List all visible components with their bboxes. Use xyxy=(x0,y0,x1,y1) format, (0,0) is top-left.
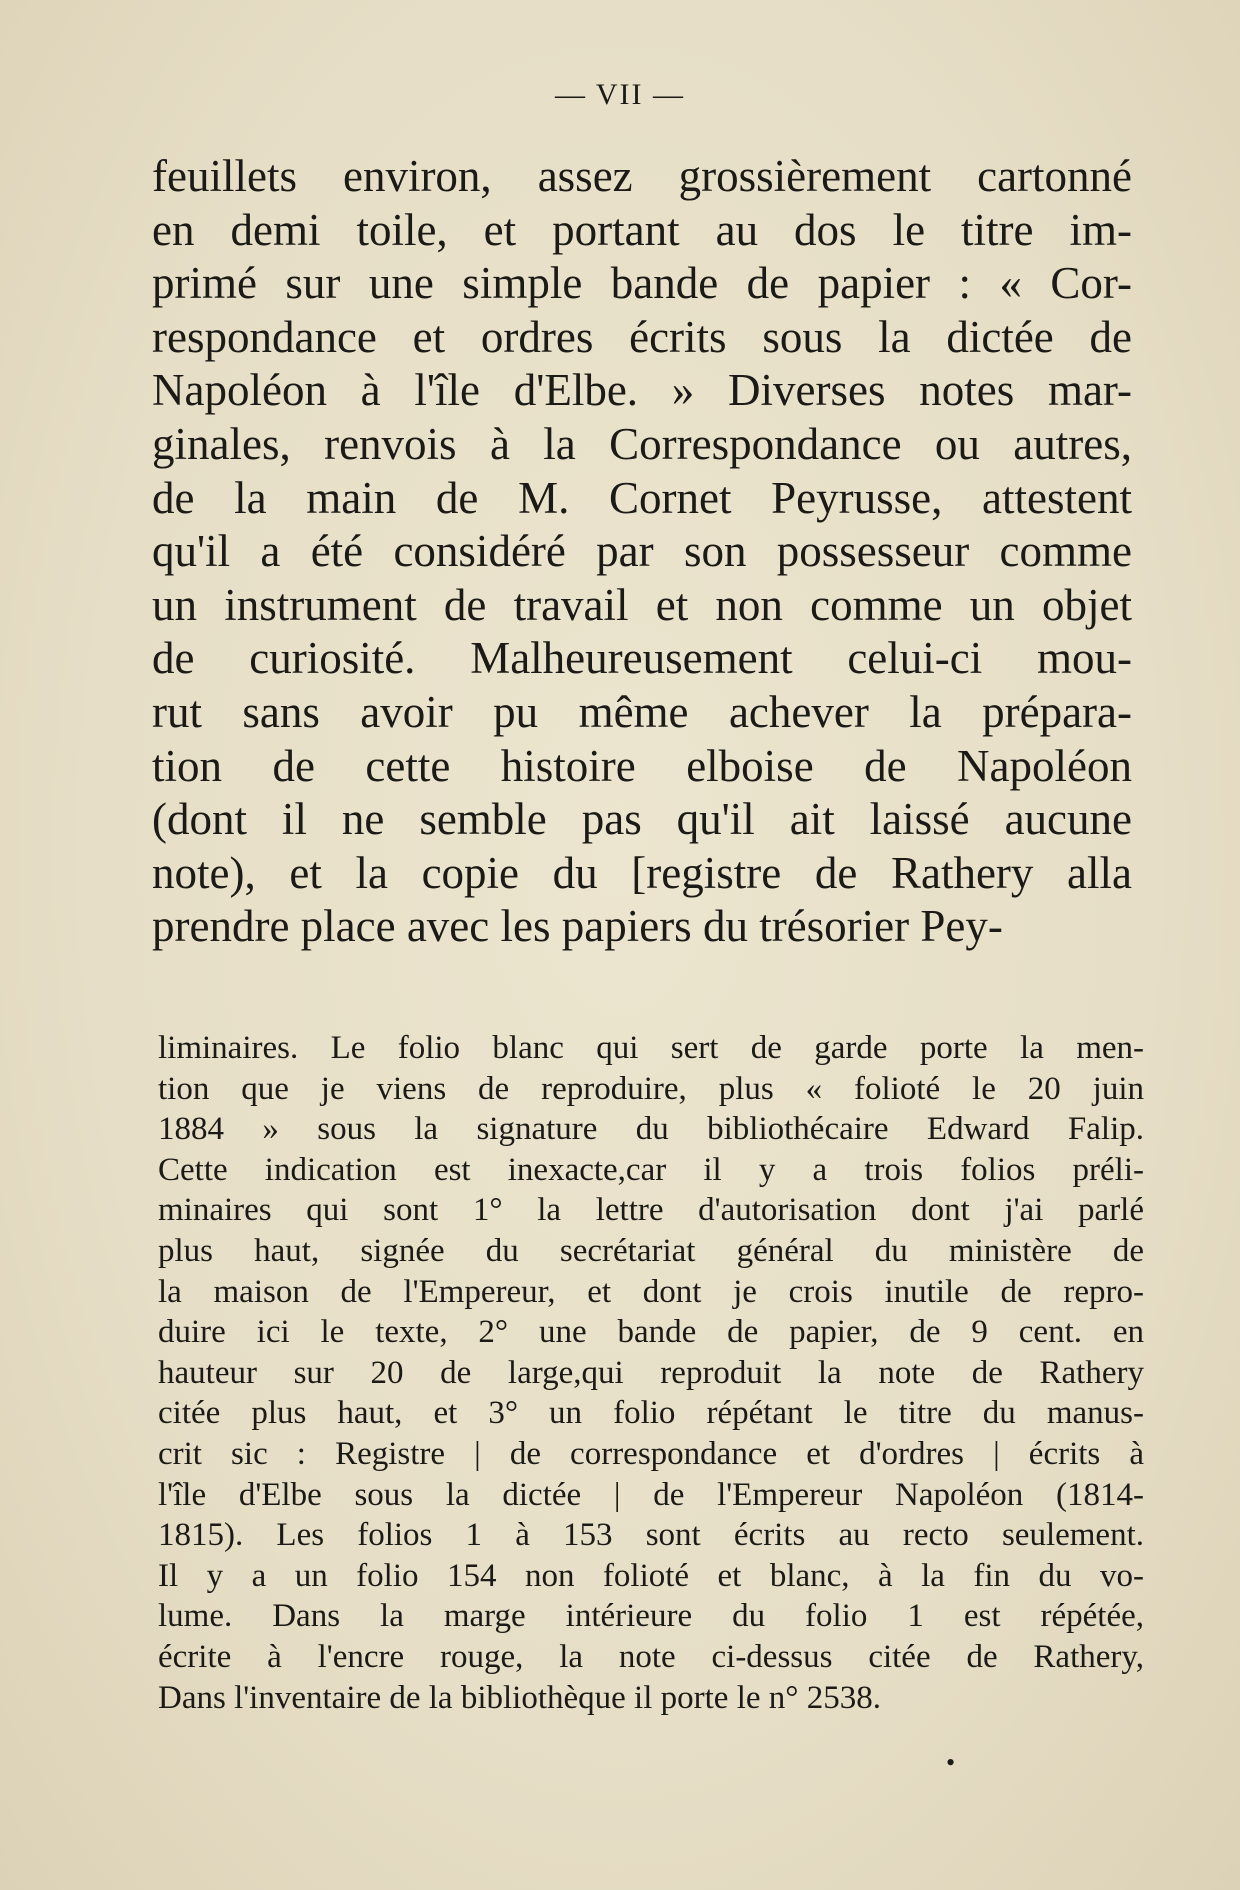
text-line: Napoléon à l'île d'Elbe. » Diverses notes mar- xyxy=(152,365,1132,416)
footnote-line: Cette indication est inexacte,car il y a trois folios préli- xyxy=(158,1151,1144,1188)
footnote-line: crit sic : Registre | de correspondance et d'ordres | écrits à xyxy=(158,1435,1144,1472)
footnote-line: liminaires. Le folio blanc qui sert de garde porte la men- xyxy=(158,1030,1144,1066)
footnote-line: 1884 » sous la signature du bibliothécaire Edward Falip. xyxy=(158,1111,1144,1148)
footnote-line: écrite à l'encre rouge, la note ci-dessus citée de Rathery, xyxy=(158,1638,1144,1675)
footnote-line: citée plus haut, et 3° un folio répétant le titre du manus- xyxy=(158,1395,1144,1432)
text-line: (dont il ne semble pas qu'il ait laissé aucune xyxy=(152,794,1132,845)
text-line: en demi toile, et portant au dos le titre im- xyxy=(152,204,1132,255)
text-line: de la main de M. Cornet Peyrusse, attestent xyxy=(152,472,1132,523)
footer-mark: • xyxy=(946,1748,956,1777)
text-line: note), et la copie du [registre de Rathery alla xyxy=(152,847,1132,898)
footnote-line: tion que je viens de reproduire, plus « folioté le 20 juin xyxy=(158,1070,1144,1107)
text-line: de curiosité. Malheureusement celui-ci mou- xyxy=(152,633,1132,684)
text-line: feuillets environ, assez grossièrement cartonné xyxy=(152,151,1132,201)
text-line: primé sur une simple bande de papier : « Cor- xyxy=(152,258,1132,309)
text-line: tion de cette histoire elboise de Napoléon xyxy=(152,740,1132,791)
footnote-line: Dans l'inventaire de la bibliothèque il porte le n° 2538. xyxy=(158,1679,881,1716)
text-line: qu'il a été considéré par son possesseur comme xyxy=(152,526,1132,577)
footnote-line: 1815). Les folios 1 à 153 sont écrits au recto seulement. xyxy=(158,1517,1144,1554)
text-line: ginales, renvois à la Correspondance ou autres, xyxy=(152,418,1132,469)
footnote-line: l'île d'Elbe sous la dictée | de l'Empereur Napoléon (1814- xyxy=(158,1476,1144,1513)
footnote-line: minaires qui sont 1° la lettre d'autorisation dont j'ai parlé xyxy=(158,1192,1144,1229)
main-text-block xyxy=(152,150,1132,954)
footnote-line: lume. Dans la marge intérieure du folio 1 est répétée, xyxy=(158,1598,1144,1635)
footnote-line: la maison de l'Empereur, et dont je crois inutile de repro- xyxy=(158,1273,1144,1310)
text-line: rut sans avoir pu même achever la prépara- xyxy=(152,686,1132,737)
text-line: prendre place avec les papiers du trésorier Pey- xyxy=(152,901,1003,952)
text-line: respondance et ordres écrits sous la dictée de xyxy=(152,311,1132,362)
footnote-block xyxy=(158,1028,1144,1718)
footnote-line: plus haut, signée du secrétariat général du ministère de xyxy=(158,1232,1144,1269)
footnote-line: Il y a un folio 154 non folioté et blanc, à la fin du vo- xyxy=(158,1557,1144,1594)
footnote-line: duire ici le texte, 2° une bande de papier, de 9 cent. en xyxy=(158,1314,1144,1351)
text-line: un instrument de travail et non comme un objet xyxy=(152,579,1132,630)
page-number: — VII — xyxy=(554,78,686,111)
footnote-line: hauteur sur 20 de large,qui reproduit la note de Rathery xyxy=(158,1354,1144,1391)
